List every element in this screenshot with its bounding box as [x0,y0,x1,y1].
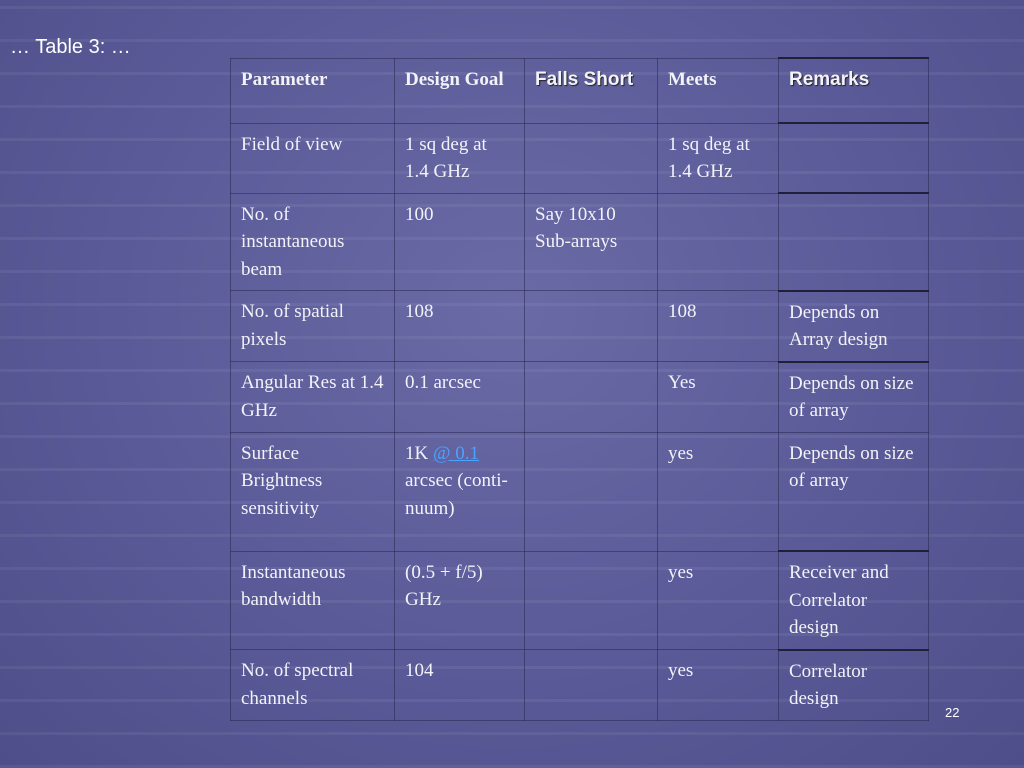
resolution-link[interactable]: @ 0.1 [432,442,479,464]
header-cell: Meets [658,58,779,123]
table-cell: 0.1 arcsec [395,362,525,433]
table-cell: Depends on size of array [779,362,929,433]
table-cell: yes [658,551,779,650]
table-cell [658,193,779,291]
table-cell [525,650,658,721]
header-cell: Falls Short [525,58,658,123]
table-cell [525,123,658,193]
table-cell: Surface Brightness sensitivity [231,432,395,551]
header-cell: Remarks [779,58,929,123]
table-row [231,362,929,433]
table-cell [779,193,929,291]
table-cell: No. of spatial pixels [231,291,395,362]
header-cell: Parameter [231,58,395,123]
table-cell: No. of instantaneous beam [231,193,395,291]
table-cell: No. of spectral channels [231,650,395,721]
requirements-table [230,57,929,721]
table-cell: yes [658,432,779,551]
table-row [231,650,929,721]
table-row [231,291,929,362]
table-row [231,123,929,193]
table-row [231,193,929,291]
header-cell: Design Goal [395,58,525,123]
table-cell: Yes [658,362,779,433]
table-cell: 100 [395,193,525,291]
table-cell [525,291,658,362]
table-cell [779,123,929,193]
table-cell: 108 [395,291,525,362]
table-cell [395,432,525,551]
table-row [231,551,929,650]
table-cell: 104 [395,650,525,721]
table-row [231,432,929,551]
table-cell [525,551,658,650]
table-cell: (0.5 + f/5) GHz [395,551,525,650]
table-cell: Field of view [231,123,395,193]
table-cell: 1 sq deg at 1.4 GHz [658,123,779,193]
table-cell: Say 10x10 Sub-arrays [525,193,658,291]
table-cell: Depends on size of array [779,432,929,551]
table-cell [525,362,658,433]
table-cell: Depends on Array design [779,291,929,362]
table-cell: Receiver and Correlator design [779,551,929,650]
page-number: 22 [945,705,960,720]
table-cell: Instantaneous bandwidth [231,551,395,650]
goal-suffix: arcsec (conti-nuum) [405,470,508,519]
table-cell [525,432,658,551]
table-cell: Angular Res at 1.4 GHz [231,362,395,433]
table-cell: 1 sq deg at 1.4 GHz [395,123,525,193]
goal-prefix: 1K [405,442,433,464]
header-row [231,58,929,123]
table-cell: Correlator design [779,650,929,721]
slide-title: … Table 3: … [10,36,131,58]
table-cell: yes [658,650,779,721]
table-cell: 108 [658,291,779,362]
